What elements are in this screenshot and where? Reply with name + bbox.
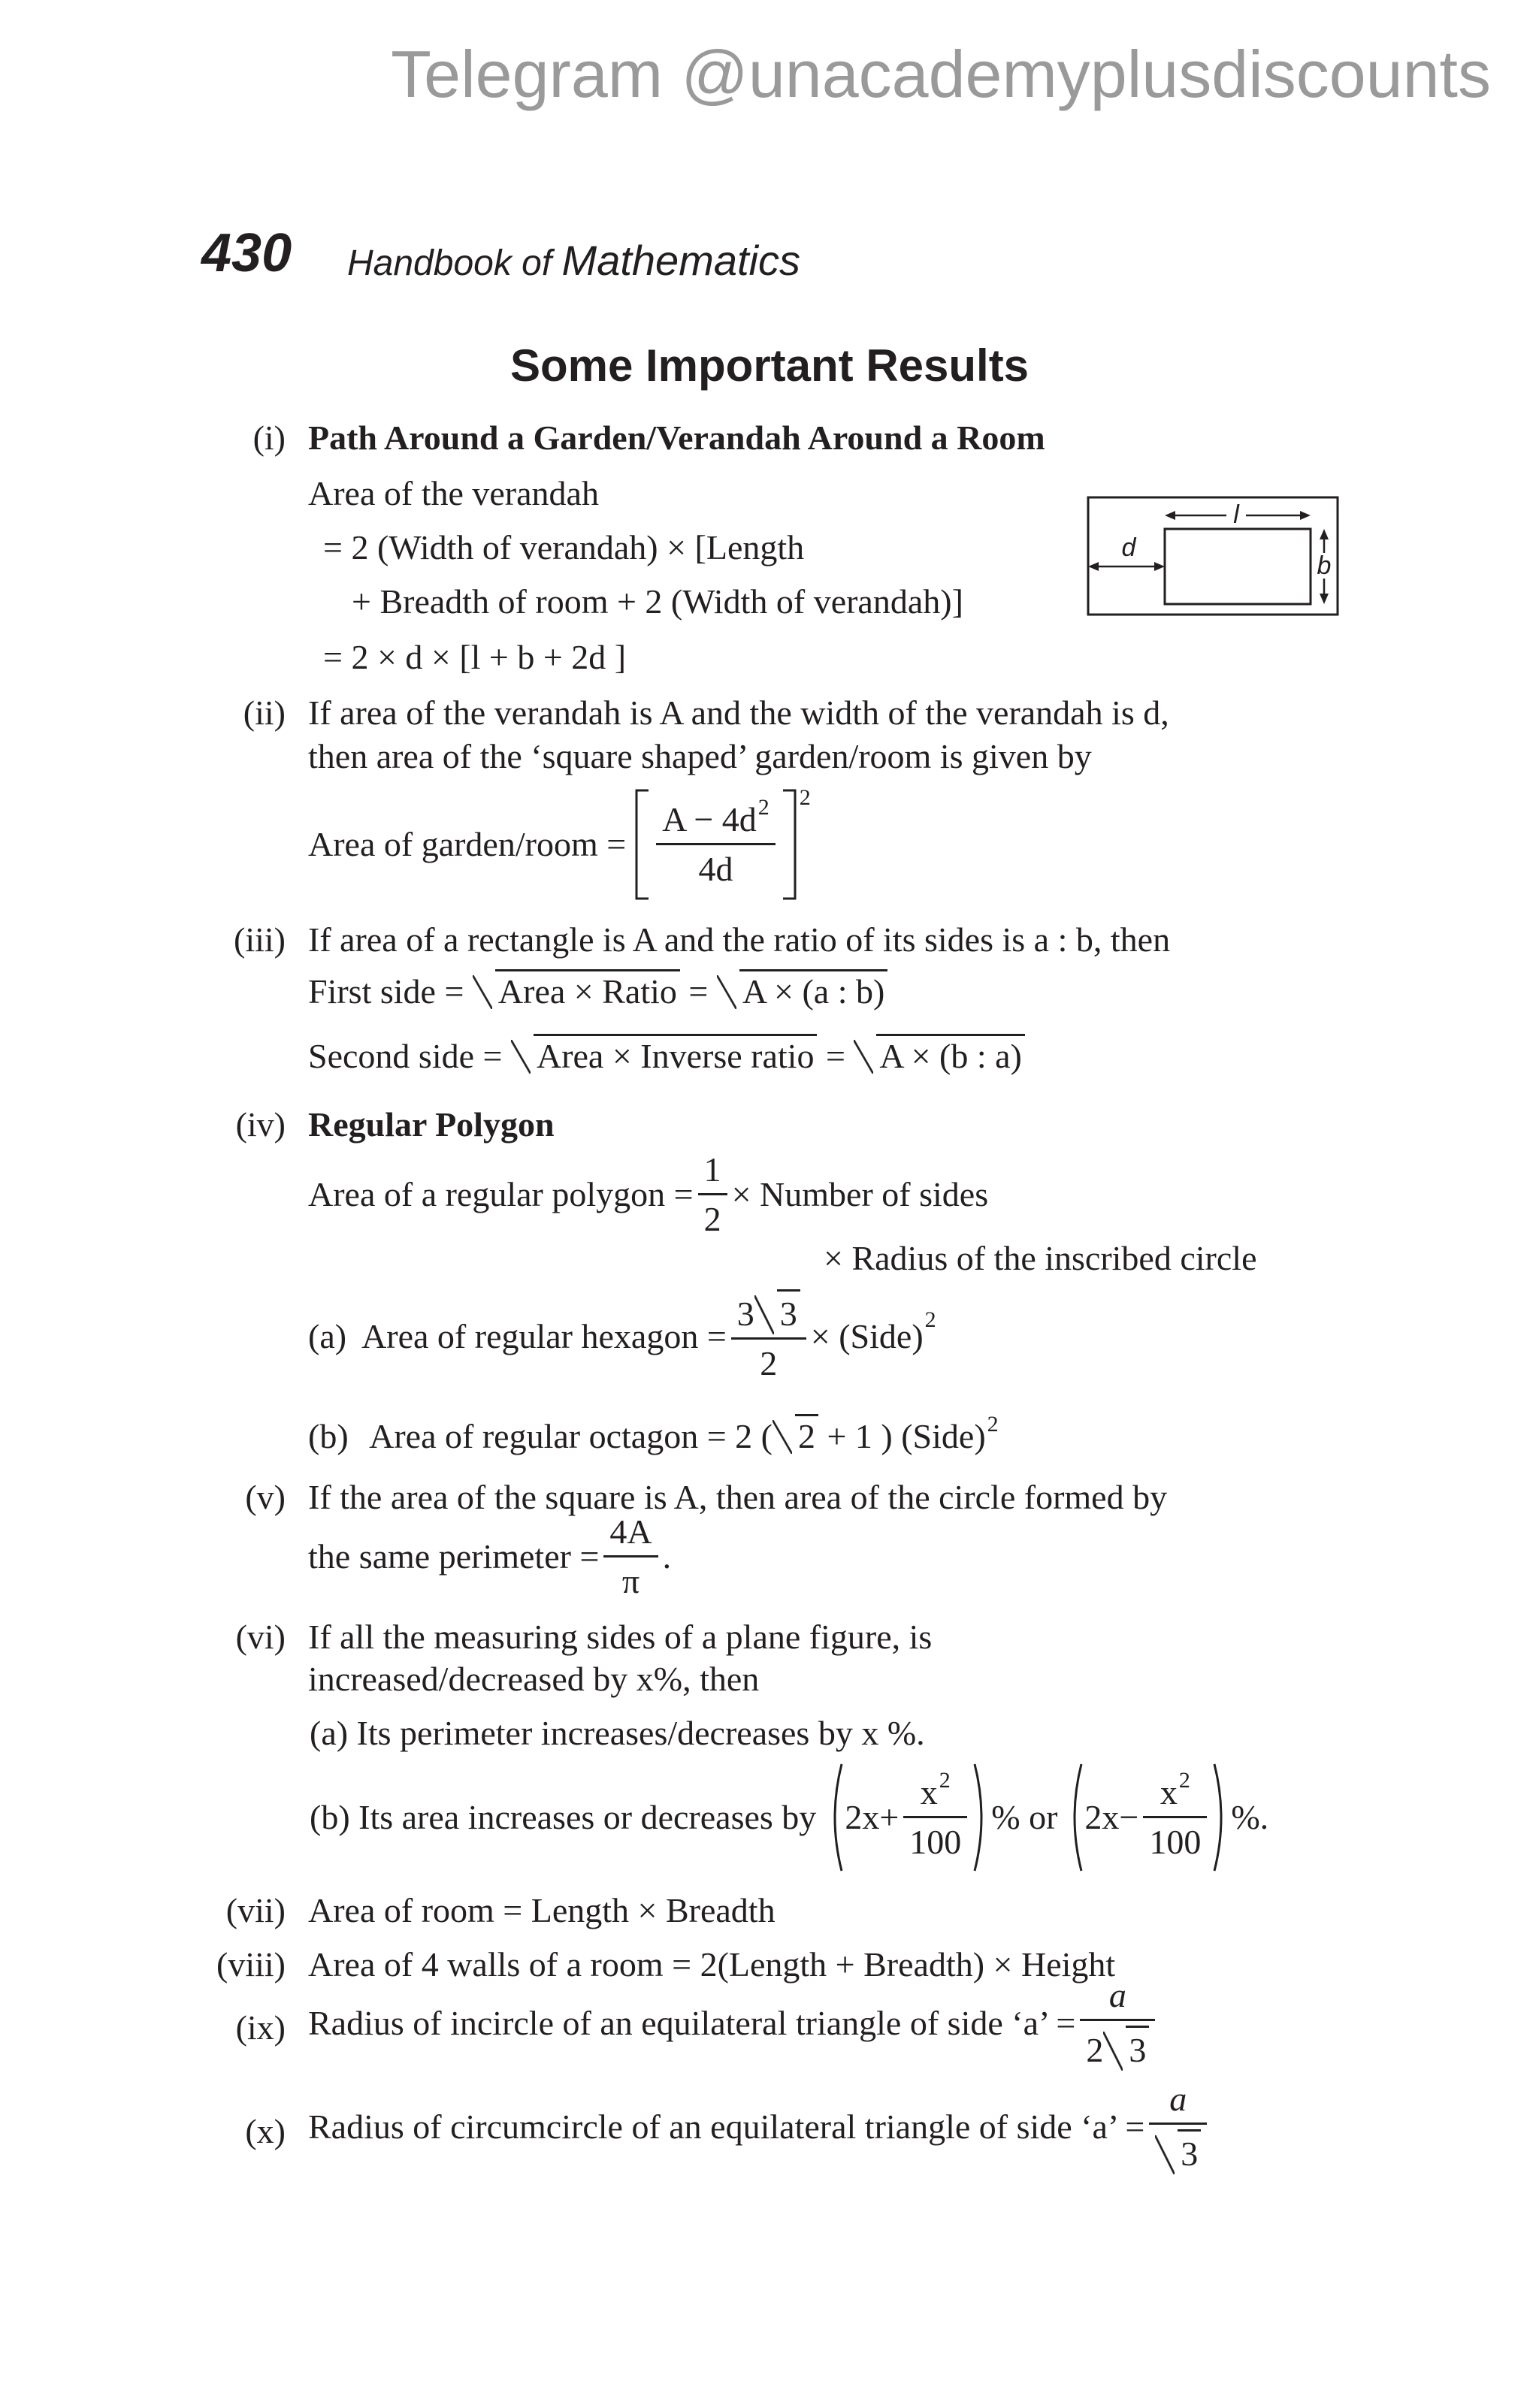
circumcircle-num: a — [1149, 2080, 1207, 2125]
vi-mid: % or — [991, 1798, 1058, 1836]
item-vi-line1: If all the measuring sides of a plane figure, is — [308, 1618, 933, 1656]
item-number-viii: (viii) — [216, 1945, 286, 1984]
hexagon-coef: 3 — [736, 1295, 754, 1334]
outer-superscript: 2 — [799, 785, 811, 810]
item-v-line2 — [308, 1512, 671, 1602]
item-vii-text: Area of room = Length × Breadth — [308, 1891, 776, 1929]
second-side-root-symbols: A × (b : a) — [876, 1034, 1024, 1074]
section-title: Some Important Results — [509, 340, 1030, 391]
iv-a-label: (a) — [308, 1317, 347, 1355]
item-x-text: Radius of circumcircle of an equilateral triangle of side ‘a’ = — [308, 2107, 1145, 2146]
item-iv-b — [308, 1414, 999, 1454]
item-iii-line1: If area of a rectangle is A and the ratio of its sides is a : b, then — [308, 920, 1171, 959]
item-i-line2: = 2 (Width of verandah) × [Length — [323, 528, 805, 566]
item-number-ii: (ii) — [243, 693, 286, 732]
iv-b-sup: 2 — [987, 1412, 999, 1437]
hexagon-den: 2 — [760, 1344, 778, 1382]
circle-area-den: π — [621, 1561, 640, 1600]
iv-b-label: (b) — [308, 1417, 349, 1455]
first-side-root-words: Area × Ratio — [495, 969, 680, 1009]
item-v-line1: If the area of the square is A, then area of the circle formed by — [308, 1478, 1168, 1516]
item-iv-a — [308, 1288, 936, 1385]
vi-term2-sup: 2 — [1178, 1767, 1190, 1793]
second-side-equals: = — [825, 1037, 845, 1075]
verandah-diagram — [1087, 496, 1341, 618]
fraction-numerator: A − 4d — [662, 799, 757, 838]
iv-a-sup: 2 — [924, 1307, 936, 1332]
vi-term1-pre: 2x+ — [845, 1798, 900, 1836]
item-number-iii: (iii) — [234, 920, 286, 959]
item-iii-second-side — [308, 1034, 1025, 1074]
item-number-v: (v) — [245, 1478, 286, 1516]
running-head — [347, 236, 800, 285]
item-iv-formula — [308, 1150, 988, 1240]
first-side-root-symbols: A × (a : b) — [739, 969, 887, 1009]
item-ii-formula — [308, 785, 811, 897]
left-bracket — [633, 788, 652, 901]
vi-term1-den: 100 — [909, 1822, 962, 1861]
incircle-den-root: 3 — [1126, 2026, 1149, 2071]
polygon-rhs1: × Number of sides — [731, 1175, 989, 1213]
hexagon-fraction — [731, 1289, 806, 1384]
item-vi-a: (a) Its perimeter increases/decreases by x %. — [310, 1714, 925, 1752]
polygon-rhs2: × Radius of the inscribed circle — [824, 1239, 1257, 1277]
garden-area-fraction — [656, 794, 776, 890]
vi-end: %. — [1231, 1798, 1269, 1836]
item-ii-line2: then area of the ‘square shaped’ garden/room is given by — [308, 737, 1092, 775]
iv-b-text: Area of regular octagon = 2 ( — [369, 1417, 773, 1455]
item-number-x: (x) — [245, 2112, 286, 2150]
item-vi-b — [310, 1761, 1268, 1874]
vi-term2-num: x — [1160, 1772, 1178, 1811]
item-number-ix: (ix) — [235, 2008, 286, 2047]
vi-term1-num: x — [920, 1772, 938, 1811]
vi-term1-sup: 2 — [939, 1767, 951, 1793]
hexagon-root: 3 — [777, 1289, 800, 1334]
right-bracket — [780, 788, 798, 901]
numerator-superscript: 2 — [757, 794, 770, 820]
item-vi-line2: increased/decreased by x%, then — [308, 1660, 760, 1698]
iv-b-rest: + 1 ) (Side) — [827, 1417, 986, 1455]
half-numerator: 1 — [698, 1150, 727, 1195]
first-side-lhs: First side = — [308, 972, 464, 1011]
breadth-label: b — [1317, 551, 1332, 580]
octagon-root: 2 — [795, 1414, 818, 1454]
incircle-den-coef: 2 — [1086, 2031, 1104, 2069]
item-number-vii: (vii) — [225, 1891, 286, 1929]
running-head-prefix: Handbook of — [347, 243, 562, 283]
second-side-root-words: Area × Inverse ratio — [534, 1034, 817, 1074]
circumcircle-den-root: 3 — [1178, 2129, 1201, 2174]
fraction-denominator: 4d — [698, 849, 733, 888]
item-i-line4: = 2 × d × [l + b + 2d ] — [323, 638, 627, 676]
room-inner-rect — [1165, 529, 1311, 604]
item-i-line1: Area of the verandah — [308, 474, 599, 512]
item-vi-b-text: (b) Its area increases or decreases by — [310, 1798, 817, 1836]
iv-a-rhs: × (Side) — [810, 1317, 924, 1355]
item-v-end: . — [662, 1537, 672, 1576]
iv-a-text: Area of regular hexagon = — [361, 1317, 727, 1355]
item-number-i: (i) — [252, 418, 286, 457]
formula-lhs: Area of garden/room = — [308, 825, 627, 863]
item-v-line2-text: the same perimeter = — [308, 1537, 600, 1576]
running-head-main: Mathematics — [561, 237, 800, 284]
item-i-line3: + Breadth of room + 2 (Width of verandah)] — [352, 582, 963, 621]
width-label: d — [1121, 533, 1136, 562]
item-viii-text: Area of 4 walls of a room = 2(Length + Breadth) × Height — [308, 1945, 1116, 1984]
item-iv-title: Regular Polygon — [308, 1105, 555, 1144]
incircle-num: a — [1080, 1976, 1155, 2021]
polygon-lhs: Area of a regular polygon = — [308, 1175, 694, 1213]
item-x — [308, 2078, 1211, 2176]
watermark-text: Telegram @unacademyplusdiscounts — [391, 37, 1491, 111]
second-side-lhs: Second side = — [308, 1037, 503, 1075]
first-side-equals: = — [688, 972, 709, 1011]
item-ix-text: Radius of incircle of an equilateral triangle of side ‘a’ = — [308, 2004, 1076, 2042]
half-denominator: 2 — [703, 1199, 721, 1238]
item-iii-first-side — [308, 969, 887, 1009]
length-label: l — [1233, 500, 1239, 529]
vi-term2-den: 100 — [1149, 1822, 1202, 1861]
item-number-iv: (iv) — [235, 1105, 286, 1144]
page-number: 430 — [201, 223, 292, 283]
item-ii-line1: If area of the verandah is A and the width of the verandah is d, — [308, 693, 1169, 732]
item-ix — [308, 1974, 1160, 2072]
vi-term2-pre: 2x− — [1084, 1798, 1139, 1836]
circle-area-num: 4A — [603, 1512, 658, 1557]
item-i-title: Path Around a Garden/Verandah Around a Room — [308, 418, 1045, 457]
item-number-vi: (vi) — [235, 1618, 286, 1656]
